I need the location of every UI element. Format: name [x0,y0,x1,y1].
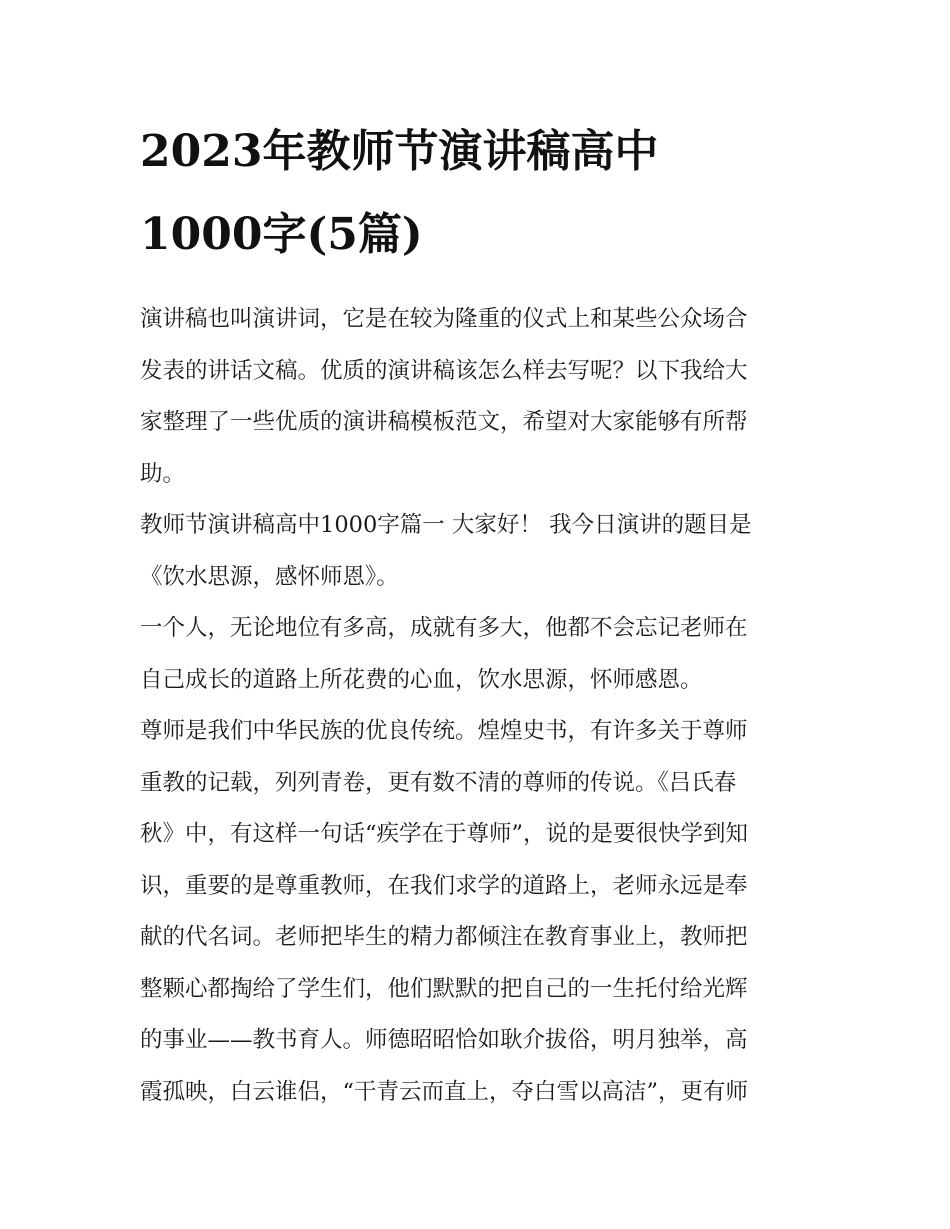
text-line: 自己成长的道路上所花费的心血，饮水思源，怀师感恩。 [140,666,703,693]
text-line: 献的代名词。老师把毕生的精力都倾注在教育事业上，教师把 [140,924,748,950]
text-line: 家整理了一些优质的演讲稿模板范文，希望对大家能够有所帮 [140,409,748,435]
text-line: 《饮水思源，感怀师恩》。 [140,563,399,590]
text-line: 一个人，无论地位有多高，成就有多大，他都不会忘记老师在 [140,615,748,641]
paragraph-intro [140,294,812,500]
paragraph-tradition [140,706,812,1118]
text-line: 尊师是我们中华民族的优良传统。煌煌史书，有许多关于尊师 [140,718,748,744]
text-line: 整颗心都掏给了学生们，他们默默的把自己的一生托付给光辉 [140,975,748,1002]
text-line: 识，重要的是尊重教师，在我们求学的道路上，老师永远是奉 [140,872,748,899]
paragraph-speech-opening [140,500,812,603]
text-line: 秋》中，有这样一句话“疾学在于尊师”，说的是要很快学到知 [140,821,749,847]
text-line: 重教的记载，列列青卷，更有数不清的尊师的传说。《吕氏春 [140,769,737,796]
title-line-1: 2023年教师节演讲稿高中 [140,126,659,177]
text-line: 教师节演讲稿高中1000字篇一 大家好！ 我今日演讲的题目是 [140,512,752,538]
text-line: 助。 [140,460,186,487]
text-line: 的事业——教书育人。师德昭昭恰如耿介拔俗，明月独举，高 [140,1027,748,1053]
text-line: 霞孤映，白云谁侣，“干青云而直上，夺白雪以高洁”，更有师 [140,1078,749,1105]
title-line-2: 1000字(5篇) [140,209,423,260]
document-body [140,294,812,1118]
text-line: 发表的讲话文稿。优质的演讲稿该怎么样去写呢？以下我给大 [140,357,748,384]
document-content [140,110,812,1118]
text-line: 演讲稿也叫演讲词，它是在较为隆重的仪式上和某些公众场合 [140,306,748,332]
paragraph-gratitude [140,603,812,706]
document-title [140,110,812,276]
